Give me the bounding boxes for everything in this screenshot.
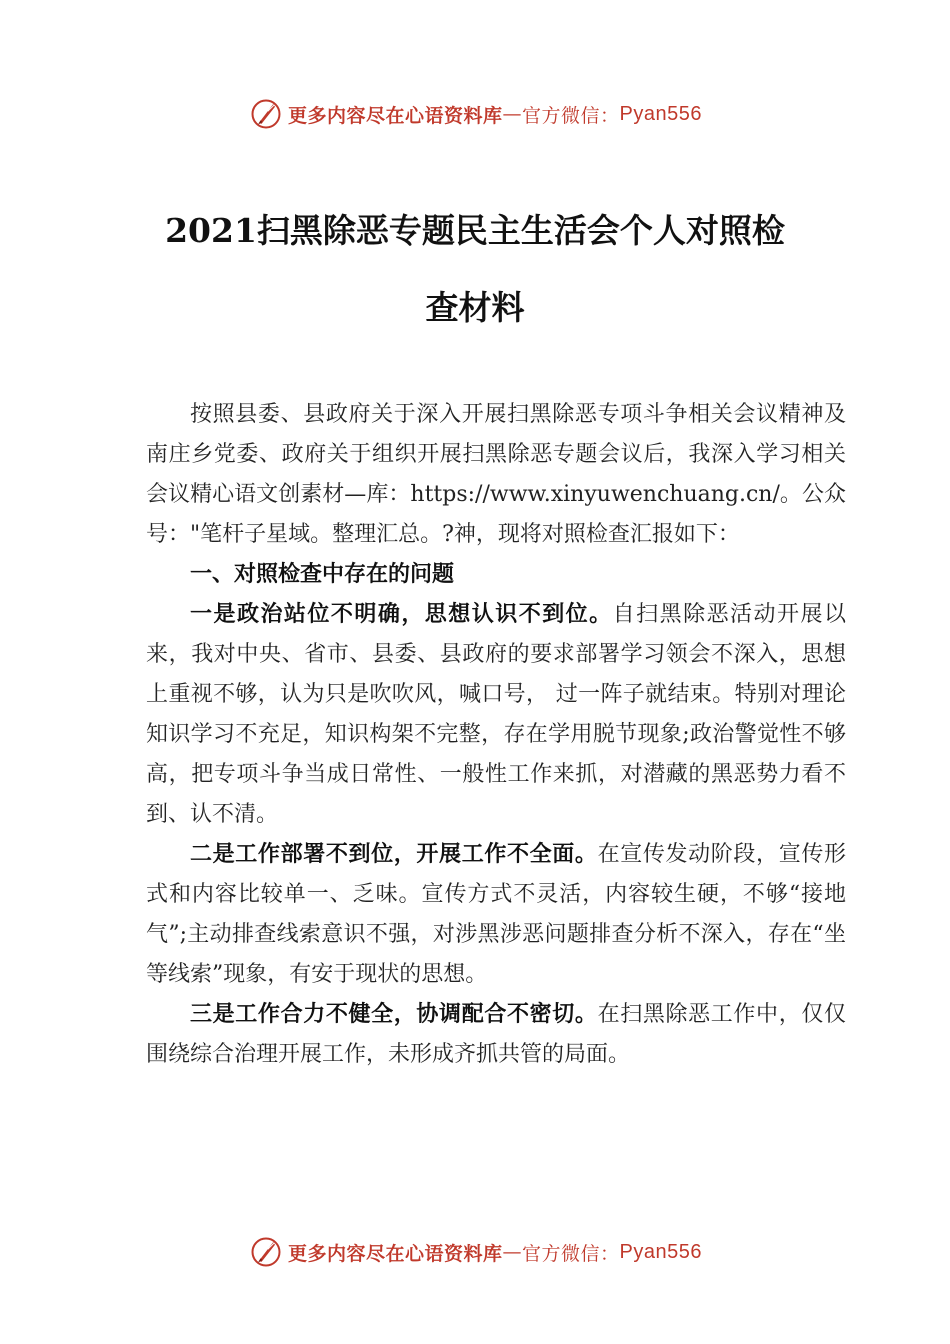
banner-wechat-id: Pyan556 <box>619 1240 702 1263</box>
point-1-text: 自扫黑除恶活动开展以来，我对中央、省市、县委、县政府的要求部署学习领会不深入，思想上重视不够，认为只是吹吹风，喊口号， 过一阵子就结束。特别对理论知识学习不充足，知识构架不完整，存在学用脱节现象;政治警觉性不够高，把专项斗争当成日常性、一般性工作来抓，对潜藏的黑恶势力看不到、认不清。 <box>146 602 846 827</box>
banner-main-text: 更多内容尽在心语资料库 <box>288 104 503 127</box>
document-body <box>146 395 846 1075</box>
point-2-paragraph <box>146 835 846 995</box>
footer-banner <box>0 1232 950 1272</box>
document-title-line1: 2021扫黑除恶专题民主生活会个人对照检 <box>165 211 785 250</box>
quill-pen-logo-icon <box>248 1234 284 1270</box>
banner-wechat-label: 官方微信： <box>522 1242 620 1265</box>
point-1-lead: 一是政治站位不明确，思想认识不到位。 <box>190 602 613 627</box>
section-heading: 一、对照检查中存在的问题 <box>190 562 455 587</box>
point-2-lead: 二是工作部署不到位，开展工作不全面。 <box>190 842 598 867</box>
banner-dash: — <box>502 103 523 125</box>
banner-main-text: 更多内容尽在心语资料库 <box>288 1242 503 1265</box>
quill-pen-logo-icon <box>248 96 284 132</box>
point-3-lead: 三是工作合力不健全，协调配合不密切。 <box>190 1002 598 1027</box>
document-title-line2: 查材料 <box>425 288 525 327</box>
point-2-text: 在宣传发动阶段，宣传形式和内容比较单一、乏味。宣传方式不灵活，内容较生硬，不够“接地气”;主动排查线索意识不强，对涉黑涉恶问题排查分析不深入，存在“坐等线索”现象，有安于现状的思想。 <box>146 842 846 987</box>
point-1-paragraph <box>146 595 846 835</box>
header-banner <box>0 94 950 134</box>
banner-wechat-id: Pyan556 <box>619 102 702 125</box>
point-3-text: 在扫黑除恶工作中，仅仅围绕综合治理开展工作，未形成齐抓共管的局面。 <box>146 1002 846 1067</box>
point-3-paragraph <box>146 995 846 1075</box>
intro-paragraph: 按照县委、县政府关于深入开展扫黑除恶专项斗争相关会议精神及南庄乡党委、政府关于组织开展扫黑除恶专题会议后，我深入学习相关会议精心语文创素材—库：https://www.xinyuwenchuang.cn/。公众号："笔杆子星域。整理汇总。?神，现将对照检查汇报如下： <box>146 402 846 547</box>
banner-wechat-label: 官方微信： <box>522 104 620 127</box>
banner-dash: — <box>502 1241 523 1263</box>
